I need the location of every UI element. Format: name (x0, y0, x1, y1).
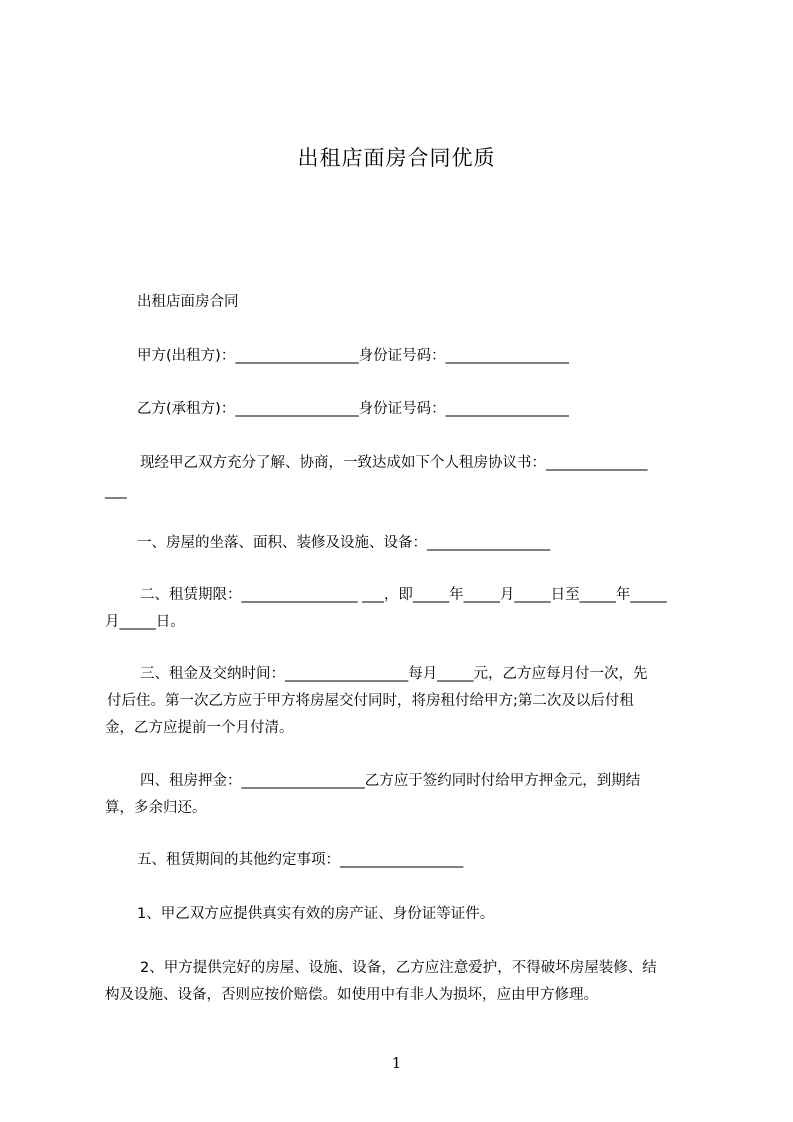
clause-2-line-1: 2、甲方提供完好的房屋、设施、设备，乙方应注意爱护，不得破坏房屋装修、结 (140, 960, 657, 976)
item-3-rent-line-1: 三、租金及交纳时间：_________________每月_____元，乙方应每月付一次，先 (140, 666, 648, 682)
clause-2-line-2: 构及设施、设备，否则应按价赔偿。如使用中有非人为损坏，应由甲方修理。 (105, 987, 598, 1003)
item-5-other-terms: 五、租赁期间的其他约定事项：_________________ (137, 852, 464, 868)
item-2-term-line-1: 二、租赁期限：________________ ___，即_____年_____月_____日至_____年_____ (140, 587, 667, 603)
page-number: 1 (391, 1054, 402, 1072)
item-4-deposit-line-1: 四、租房押金：_________________乙方应于签约同时付给甲方押金元，到期结 (140, 773, 641, 789)
party-a-line: 甲方(出租方)：_________________身份证号码：_________________ (137, 348, 569, 364)
item-4-deposit-line-2: 算，多余归还。 (105, 800, 207, 816)
contract-heading: 出租店面房合同 (137, 294, 239, 310)
item-3-rent-line-3: 金，乙方应提前一个月付清。 (105, 720, 294, 736)
document-title: 出租店面房合同优质 (297, 146, 496, 170)
item-2-term-line-2: 月_____日。 (105, 614, 185, 630)
intro-line-2: ___ (105, 483, 127, 499)
clause-1: 1、甲乙双方应提供真实有效的房产证、身份证等证件。 (137, 906, 495, 922)
party-b-line: 乙方(承租方)：_________________身份证号码：_________________ (137, 401, 569, 417)
item-3-rent-line-2: 付后住。第一次乙方应于甲方将房屋交付同时，将房租付给甲方;第二次及以后付租 (107, 693, 634, 709)
item-1-location: 一、房屋的坐落、面积、装修及设施、设备：_________________ (137, 535, 551, 551)
intro-line-1: 现经甲乙双方充分了解、协商，一致达成如下个人租房协议书：______________ (140, 455, 648, 471)
